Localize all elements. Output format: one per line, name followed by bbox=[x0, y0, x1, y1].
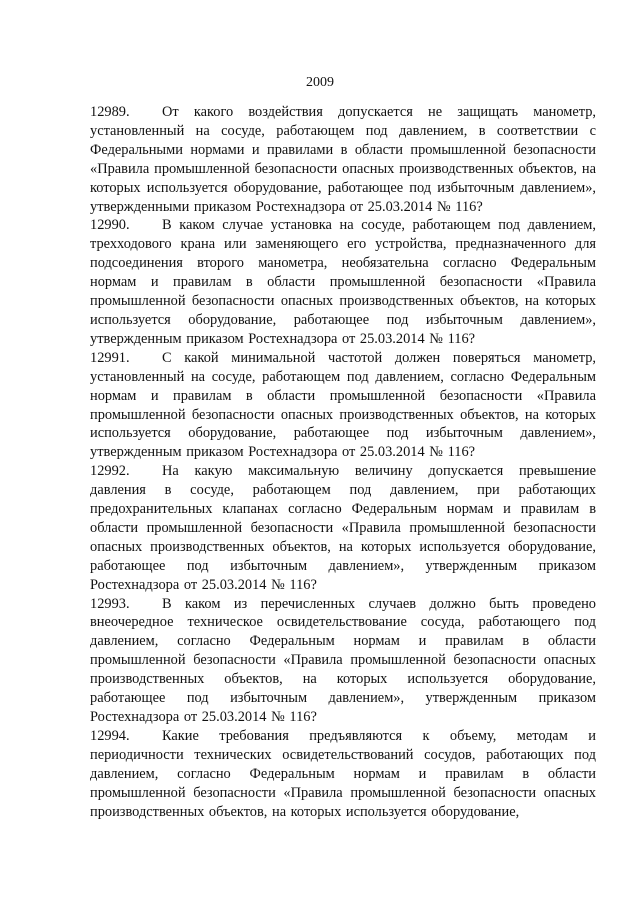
question-number: 12991. bbox=[90, 349, 130, 366]
question-text: На какую максимальную величину допускается превышение давления в сосуде, работающем под давлением, при работающих предохранительных клапанах согласно Федеральным нормам и правилам в области промышленной безопасности «Правила промышленной безопасности опасных производственных объектов, на которых используется оборудование, работающее под избыточным давлением», утвержденным приказом Ростехнадзора от 25.03.2014 № 116? bbox=[90, 463, 596, 593]
question-text: В каком из перечисленных случаев должно быть проведено внеочередное техническое освидетельствование сосуда, работающего под давлением, согласно Федеральным нормам и правилам в области промышленной безопасности «Правила промышленной безопасности опасных производственных объектов, на которых используется оборудование, работающее под избыточным давлением», утвержденным приказом Ростехнадзора от 25.03.2014 № 116? bbox=[90, 595, 596, 725]
question-number: 12993. bbox=[90, 595, 130, 612]
question-item bbox=[90, 103, 596, 216]
question-text: В каком случае установка на сосуде, работающем под давлением, трехходового крана или заменяющего его устройства, предназначенного для подсоединения второго манометра, необязательна согласно Федеральным нормам и правилам в области промышленной безопасности «Правила промышленной безопасности опасных производственных объектов, на которых используется оборудование, работающее под избыточным давлением», утвержденным приказом Ростехнадзора от 25.03.2014 № 116? bbox=[90, 217, 596, 347]
question-item bbox=[90, 216, 596, 348]
question-number: 12990. bbox=[90, 217, 130, 234]
question-text: С какой минимальной частотой должен поверяться манометр, установленный на сосуде, работающем под давлением, согласно Федеральным нормам и правилам в области промышленной безопасности «Правила промышленной безопасности опасных производственных объектов, на которых используется оборудование, работающее под избыточным давлением», утвержденным приказом Ростехнадзора от 25.03.2014 № 116? bbox=[90, 349, 596, 461]
question-item bbox=[90, 595, 596, 727]
question-text: Какие требования предъявляются к объему, методам и периодичности технических освидетельствований сосудов, работающих под давлением, согласно Федеральным нормам и правилам в области промышленной безопасности «Правила промышленной безопасности опасных производственных объектов, на которых используется оборудование, bbox=[90, 727, 596, 820]
question-item bbox=[90, 462, 596, 594]
question-number: 12992. bbox=[90, 463, 130, 480]
question-number: 12994. bbox=[90, 727, 130, 744]
question-number: 12989. bbox=[90, 104, 130, 120]
question-list bbox=[90, 103, 596, 821]
question-item bbox=[90, 349, 596, 462]
question-text: От какого воздействия допускается не защищать манометр, установленный на сосуде, работающем под давлением, в соответствии с Федеральными нормами и правилами в области промышленной безопасности «Правила промышленной безопасности опасных производственных объектов, на которых используется оборудование, работающее под избыточным давлением», утвержденными приказом Ростехнадзора от 25.03.2014 № 116? bbox=[90, 104, 596, 215]
question-item bbox=[90, 727, 596, 822]
page-number: 2009 bbox=[306, 75, 334, 90]
